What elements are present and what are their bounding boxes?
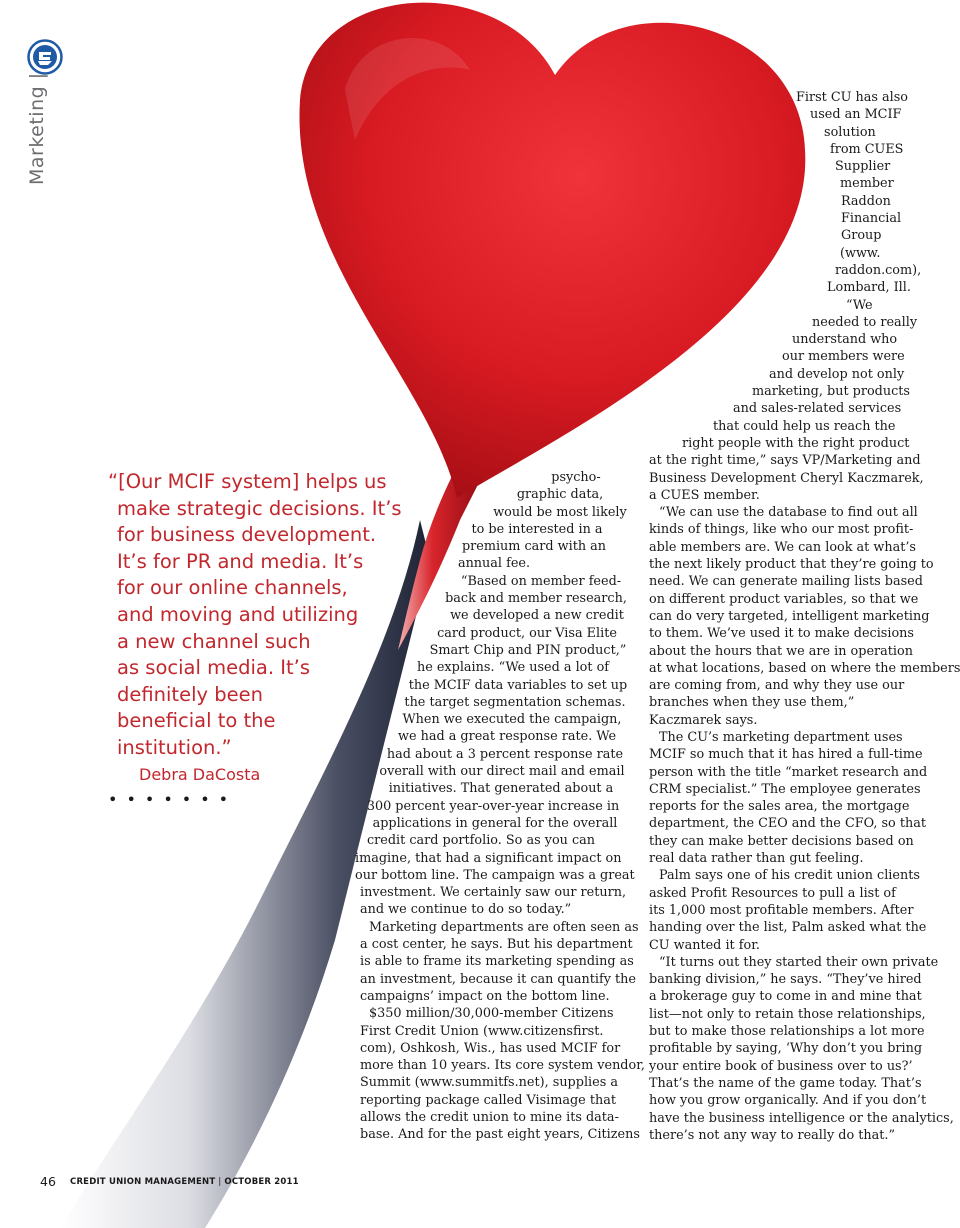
pull-quote-line: It’s for PR and media. It’s <box>117 549 364 573</box>
text-line: its 1,000 most profitable members. After <box>649 902 914 918</box>
text-line: Business Development Cheryl Kaczmarek, <box>649 470 924 486</box>
text-line: how you grow organically. And if you don’t <box>649 1093 927 1109</box>
text-line: branches when they use them,” <box>649 695 855 711</box>
text-line: marketing, but products <box>752 384 910 400</box>
text-line: psycho- <box>551 470 601 485</box>
text-line: department, the CEO and the CFO, so that <box>649 816 926 832</box>
footer-publication <box>70 1177 299 1187</box>
text-line: handing over the list, Palm asked what the <box>649 920 927 936</box>
pull-quote-line: make strategic decisions. It’s <box>117 496 402 520</box>
text-line: Palm says one of his credit union clients <box>659 868 920 884</box>
text-line: First CU has also <box>796 90 909 105</box>
text-line: the target segmentation schemas. <box>404 694 626 710</box>
text-line: imagine, that had a significant impact on <box>355 850 622 866</box>
text-line: there’s not any way to really do that.” <box>649 1127 896 1143</box>
text-line: Raddon <box>841 193 891 209</box>
text-line: had about a 3 percent response rate <box>386 746 624 762</box>
text-line: 300 percent year-over-year increase in <box>366 798 620 814</box>
text-line: Lombard, Ill. <box>827 280 911 296</box>
text-line: a brokerage guy to come in and mine that <box>649 989 922 1005</box>
text-line: campaigns’ impact on the bottom line. <box>360 988 610 1004</box>
page-number: 46 <box>40 1174 56 1189</box>
text-line: Group <box>841 228 882 244</box>
text-line: The CU’s marketing department uses <box>659 729 903 745</box>
text-line: kinds of things, like who our most profit- <box>649 522 914 538</box>
text-line: understand who <box>792 332 898 348</box>
text-line: Supplier <box>835 159 891 175</box>
text-line: are coming from, and why they use our <box>649 678 905 694</box>
text-line: applications in general for the overall <box>372 815 618 831</box>
text-line: back and member research, <box>445 591 627 607</box>
text-line: and sales-related services <box>733 401 902 417</box>
pull-quote-author: Debra DaCosta <box>139 765 261 784</box>
pull-quote-line: as social media. It’s <box>117 656 310 680</box>
pull-quote-line: institution.” <box>117 735 232 759</box>
text-line: the next likely product that they’re going to <box>649 557 934 573</box>
pull-quote-line: for business development. <box>117 523 377 547</box>
cues-logo-icon <box>27 39 63 75</box>
text-line: reports for the sales area, the mortgage <box>649 799 910 815</box>
text-line: reporting package called Visimage that <box>360 1092 616 1108</box>
text-line: investment. We certainly saw our return, <box>360 885 627 901</box>
text-line: to them. We’ve used it to make decisions <box>649 626 914 642</box>
text-line: When we executed the campaign, <box>402 712 622 728</box>
text-line: $350 million/30,000-member Citizens <box>369 1006 614 1022</box>
article-column-middle <box>355 469 645 1144</box>
text-line: need. We can generate mailing lists based <box>649 574 923 590</box>
text-line: that could help us reach the <box>713 418 896 434</box>
text-line: from CUES <box>830 141 904 157</box>
text-line: CU wanted it for. <box>649 937 760 953</box>
text-line: but to make those relationships a lot more <box>649 1024 925 1040</box>
text-line: your entire book of business over to us?’ <box>649 1058 913 1074</box>
pull-quote-line: definitely been <box>117 682 263 706</box>
text-line: is able to frame its marketing spending as <box>360 954 634 970</box>
section-label: Marketing | <box>26 72 48 185</box>
text-line: our members were <box>782 349 905 365</box>
footer-separator: | <box>218 1177 222 1187</box>
text-line: would be most likely <box>493 504 627 520</box>
issue-date: OCTOBER 2011 <box>224 1177 299 1187</box>
text-line: asked Profit Resources to pull a list of <box>649 885 896 901</box>
text-line: (www. <box>840 245 881 261</box>
text-line: “It turns out they started their own private <box>659 954 939 970</box>
text-line: we developed a new credit <box>450 608 624 624</box>
text-line: credit card portfolio. So as you can <box>366 833 595 849</box>
text-line: raddon.com), <box>835 262 922 278</box>
text-line: premium card with an <box>461 539 607 555</box>
text-line: more than 10 years. Its core system vendor, <box>360 1058 645 1074</box>
text-line: and we continue to do so today.” <box>360 902 572 918</box>
decorative-dots: ••••••• <box>108 790 238 809</box>
text-line: overall with our direct mail and email <box>379 764 625 780</box>
text-line: to be interested in a <box>471 521 603 537</box>
text-line: needed to really <box>812 314 918 330</box>
text-line: MCIF so much that it has hired a full-time <box>649 747 923 763</box>
text-line: our bottom line. The campaign was a great <box>355 867 635 883</box>
publication-name: CREDIT UNION MANAGEMENT <box>70 1177 216 1187</box>
pull-quote-line: a new channel such <box>117 629 311 653</box>
text-line: base. And for the past eight years, Citizens <box>360 1127 640 1143</box>
text-line: about the hours that we are in operation <box>649 643 913 659</box>
text-line: com), Oshkosh, Wis., has used MCIF for <box>360 1040 621 1056</box>
text-line: banking division,” he says. “They’ve hired <box>649 972 922 988</box>
text-line: solution <box>824 124 876 140</box>
text-line: profitable by saying, ‘Why don’t you bring <box>649 1041 923 1057</box>
text-line: can do very targeted, intelligent marketing <box>649 608 930 624</box>
text-line: right people with the right product <box>682 435 910 451</box>
text-line: the MCIF data variables to set up <box>408 677 628 693</box>
text-line: allows the credit union to mine its data- <box>360 1109 619 1125</box>
text-line: at what locations, based on where the members <box>649 660 960 676</box>
text-line: member <box>840 176 894 192</box>
pull-quote-line: and moving and utilizing <box>117 602 359 626</box>
text-line: at the right time,” says VP/Marketing and <box>649 453 921 469</box>
pull-quote-line: “[Our MCIF system] helps us <box>108 470 387 493</box>
text-line: we had a great response rate. We <box>397 729 617 745</box>
pull-quote <box>108 469 402 762</box>
text-line: That’s the name of the game today. That’s <box>649 1075 922 1091</box>
text-line: initiatives. That generated about a <box>388 781 614 797</box>
text-line: they can make better decisions based on <box>649 833 914 849</box>
text-line: Kaczmarek says. <box>649 712 758 728</box>
text-line: have the business intelligence or the analytics, <box>649 1110 954 1126</box>
text-line: Financial <box>841 211 902 227</box>
text-line: card product, our Visa Elite <box>437 625 617 641</box>
text-line: he explains. “We used a lot of <box>416 660 610 676</box>
text-line: Summit (www.summitfs.net), supplies a <box>360 1075 618 1091</box>
text-line: Marketing departments are often seen as <box>369 919 639 935</box>
text-line: a cost center, he says. But his department <box>360 937 633 953</box>
text-line: “We can use the database to find out all <box>659 505 918 521</box>
text-line: “We <box>846 297 873 313</box>
text-line: real data rather than gut feeling. <box>649 851 864 867</box>
text-line: person with the title “market research and <box>649 764 928 780</box>
text-line: “Based on member feed- <box>460 573 622 589</box>
text-line: list—not only to retain those relationships, <box>649 1006 926 1022</box>
text-line: CRM specialist.” The employee generates <box>649 781 921 797</box>
article-column-right <box>649 89 960 1144</box>
pull-quote-line: beneficial to the <box>117 709 276 733</box>
text-line: a CUES member. <box>649 487 760 503</box>
text-line: used an MCIF <box>810 107 902 123</box>
text-line: Smart Chip and PIN product,” <box>429 642 627 658</box>
text-line: graphic data, <box>516 487 604 503</box>
text-line: able members are. We can look at what’s <box>649 539 916 555</box>
text-line: annual fee. <box>457 556 531 572</box>
text-line: on different product variables, so that we <box>649 591 919 607</box>
text-line: an investment, because it can quantify the <box>360 971 636 987</box>
text-line: First Credit Union (www.citizensfirst. <box>360 1023 604 1039</box>
text-line: and develop not only <box>769 366 905 382</box>
pull-quote-line: for our online channels, <box>117 576 348 600</box>
